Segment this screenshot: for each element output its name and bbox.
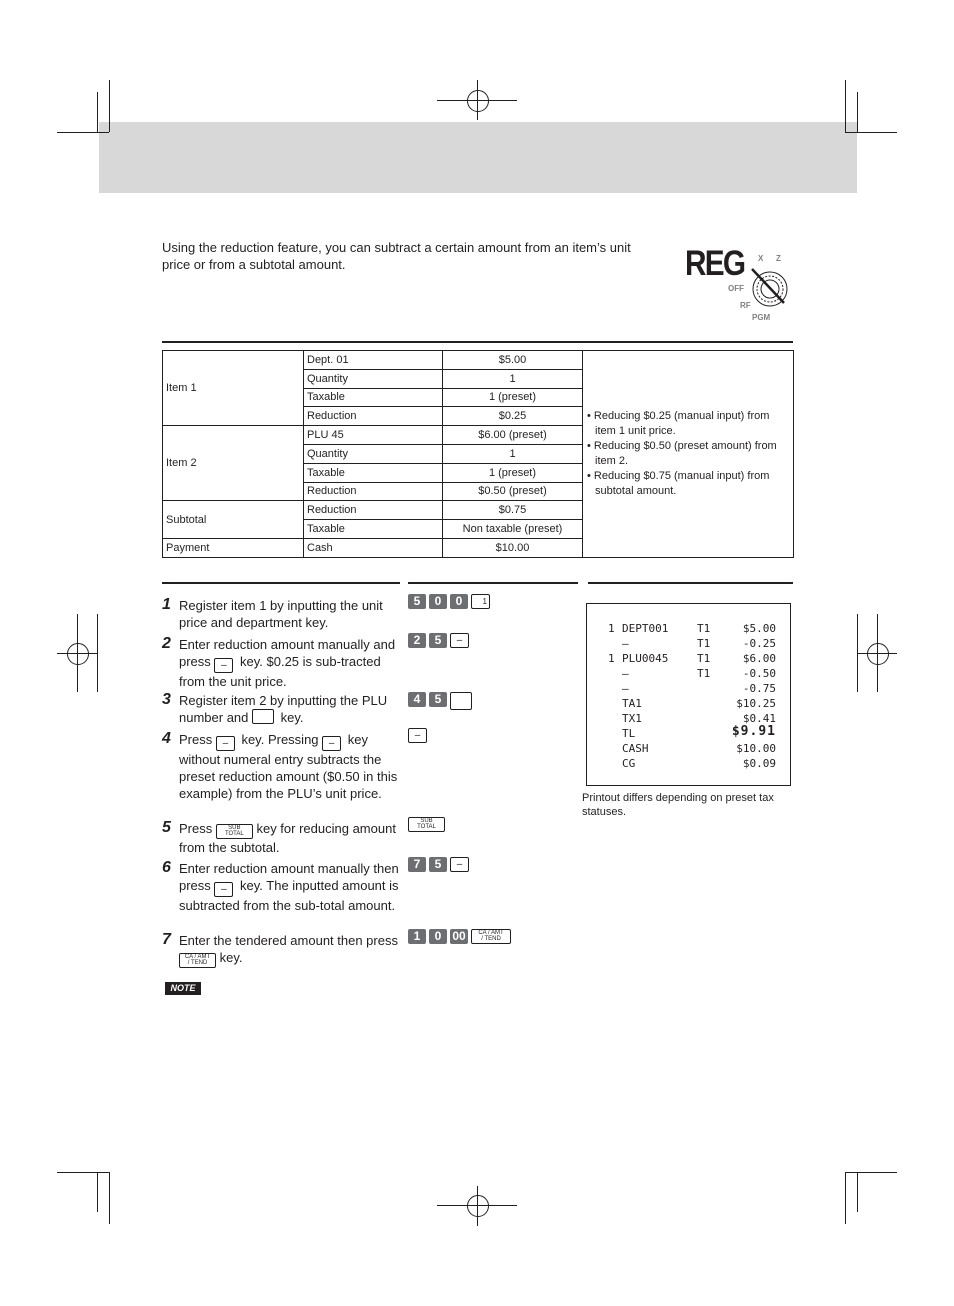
- operation-step-1: [408, 594, 493, 611]
- mode-x: X: [758, 254, 764, 263]
- receipt-desc: –: [622, 637, 629, 650]
- table-cell: 1: [443, 369, 583, 388]
- operation-step-6: [408, 857, 472, 874]
- receipt-tax: T1: [697, 622, 711, 635]
- receipt-desc: –: [622, 667, 629, 680]
- header-band: [99, 122, 857, 193]
- operation-step-4: [408, 728, 430, 745]
- subtotal-key-icon: SUB TOTAL: [408, 817, 445, 832]
- note-badge: NOTE: [165, 982, 201, 995]
- minus-key-icon: –: [214, 658, 233, 673]
- table-cell: Quantity: [304, 369, 443, 388]
- minus-key-icon: –: [214, 882, 233, 897]
- group-label-item-1: Item 1: [163, 351, 304, 426]
- table-cell: Non taxable (preset): [443, 520, 583, 539]
- receipt-desc: CASH: [622, 742, 649, 755]
- table-cell: Cash: [304, 538, 443, 557]
- column-rule-steps: [162, 582, 400, 584]
- receipt-amount: -0.75: [742, 682, 776, 695]
- receipt-amount: $10.00: [736, 742, 776, 755]
- receipt-tax: T1: [697, 652, 711, 665]
- table-cell: $5.00: [443, 351, 583, 370]
- step-text: Press – key. Pressing – key without numeral entry subtracts the preset reduction amount ($0.50 in this example) from the PLU’s unit price.: [179, 732, 398, 801]
- group-label-subtotal: Subtotal: [163, 501, 304, 539]
- receipt-desc: CG: [622, 757, 636, 770]
- operation-step-2: [408, 633, 472, 650]
- receipt-qty: 1: [608, 652, 615, 665]
- table-cell: $6.00 (preset): [443, 426, 583, 445]
- minus-key-icon: –: [450, 633, 469, 648]
- minus-key-icon: –: [450, 857, 469, 872]
- mode-pgm: PGM: [752, 313, 771, 322]
- receipt-total: $9.91: [731, 724, 776, 739]
- mode-label: REG: [685, 244, 745, 283]
- step-text: Register item 1 by inputting the unit price and department key.: [179, 598, 383, 630]
- group-label-payment: Payment: [163, 538, 304, 557]
- step-number: 4: [162, 730, 171, 747]
- step-text: Enter reduction amount manually then press – key. The inputted amount is subtracted from the sub-total amount.: [179, 861, 399, 913]
- operation-step-7: [408, 929, 511, 946]
- minus-key-icon: –: [408, 728, 427, 743]
- mode-rf: RF: [740, 301, 751, 310]
- intro-text: Using the reduction feature, you can subtract a certain amount from an item’s unit price or from a subtotal amount.: [162, 240, 631, 272]
- table-cell: Reduction: [304, 482, 443, 501]
- example-table: [162, 350, 794, 558]
- step-text: Press SUB TOTAL key for reducing amount from the subtotal.: [179, 821, 396, 855]
- digit-key: 5: [429, 857, 447, 872]
- receipt-desc: TA1: [622, 697, 642, 710]
- digit-key: 0: [450, 594, 468, 609]
- receipt-amount: $6.00: [742, 652, 776, 665]
- table-cell: $0.50 (preset): [443, 482, 583, 501]
- digit-key: 00: [450, 929, 468, 944]
- column-rule-printout: [588, 582, 793, 584]
- receipt-desc: TL: [622, 727, 636, 740]
- operation-step-3: [408, 692, 475, 709]
- digit-key: 5: [429, 633, 447, 648]
- receipt-desc: PLU0045: [622, 652, 669, 665]
- receipt-amount: $10.25: [736, 697, 776, 710]
- receipt-desc: DEPT001: [622, 622, 669, 635]
- mode-key-icon: [750, 262, 795, 307]
- step-number: 7: [162, 931, 171, 948]
- table-cell: 1 (preset): [443, 388, 583, 407]
- example-notes: [583, 351, 794, 558]
- receipt-qty: 1: [608, 622, 615, 635]
- subtotal-key-icon: SUB TOTAL: [216, 824, 253, 839]
- table-cell: 1 (preset): [443, 463, 583, 482]
- receipt-caption: Printout differs depending on preset tax statuses.: [582, 792, 774, 818]
- receipt-amount: $0.09: [742, 757, 776, 770]
- receipt-amount: -0.25: [742, 637, 776, 650]
- column-rule-operation: [408, 582, 578, 584]
- dept-1-key-icon: 1: [471, 594, 490, 609]
- table-cell: Dept. 01: [304, 351, 443, 370]
- minus-key-icon: –: [216, 736, 235, 751]
- note-item: • Reducing $0.25 (manual input) from item 1 unit price.: [587, 409, 770, 437]
- plu-key-icon: [450, 692, 472, 710]
- step-number: 2: [162, 635, 171, 652]
- table-cell: $0.75: [443, 501, 583, 520]
- table-cell: 1: [443, 444, 583, 463]
- step-number: 6: [162, 859, 171, 876]
- step-number: 3: [162, 691, 171, 708]
- digit-key: 0: [429, 929, 447, 944]
- receipt-tax: T1: [697, 637, 711, 650]
- table-cell: Reduction: [304, 501, 443, 520]
- table-cell: Quantity: [304, 444, 443, 463]
- table-cell: $0.25: [443, 407, 583, 426]
- step-text: Enter reduction amount manually and press – key. $0.25 is sub-tracted from the unit price.: [179, 637, 396, 689]
- digit-key: 1: [408, 929, 426, 944]
- receipt-amount: $5.00: [742, 622, 776, 635]
- digit-key: 7: [408, 857, 426, 872]
- mode-z: Z: [776, 254, 781, 263]
- tend-key-icon: CA / AMT / TEND: [471, 929, 511, 944]
- table-cell: PLU 45: [304, 426, 443, 445]
- digit-key: 5: [429, 692, 447, 707]
- table-cell: $10.00: [443, 538, 583, 557]
- digit-key: 2: [408, 633, 426, 648]
- receipt-amount: $0.41: [742, 712, 776, 725]
- receipt-printout: [586, 603, 791, 786]
- mode-off: OFF: [728, 284, 744, 293]
- group-label-item-2: Item 2: [163, 426, 304, 501]
- digit-key: 5: [408, 594, 426, 609]
- section-rule: [162, 341, 793, 343]
- table-cell: Taxable: [304, 463, 443, 482]
- tend-key-icon: CA / AMT / TEND: [179, 953, 216, 968]
- receipt-amount: -0.50: [742, 667, 776, 680]
- step-number: 1: [162, 596, 171, 613]
- note-item: • Reducing $0.75 (manual input) from subtotal amount.: [587, 469, 770, 497]
- plu-key-icon: [252, 709, 274, 724]
- receipt-tax: T1: [697, 667, 711, 680]
- digit-key: 0: [429, 594, 447, 609]
- receipt-desc: TX1: [622, 712, 642, 725]
- digit-key: 4: [408, 692, 426, 707]
- operation-step-5: [408, 817, 445, 834]
- step-text: Register item 2 by inputting the PLU number and key.: [179, 693, 388, 725]
- step-text: Enter the tendered amount then press CA / AMT / TEND key.: [179, 933, 398, 966]
- step-number: 5: [162, 819, 171, 836]
- table-cell: Reduction: [304, 407, 443, 426]
- note-item: • Reducing $0.50 (preset amount) from item 2.: [587, 439, 777, 467]
- table-cell: Taxable: [304, 520, 443, 539]
- table-cell: Taxable: [304, 388, 443, 407]
- minus-key-icon: –: [322, 736, 341, 751]
- receipt-desc: –: [622, 682, 629, 695]
